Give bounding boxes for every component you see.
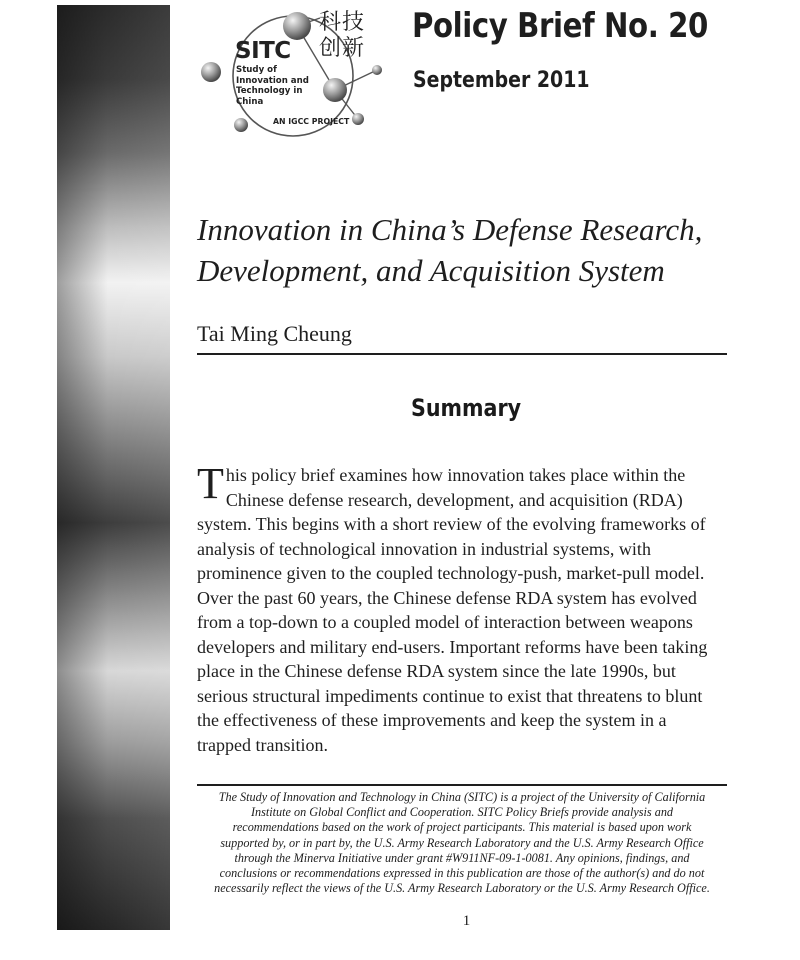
logo-project-label: AN IGCC PROJECT bbox=[273, 117, 350, 126]
page-number: 1 bbox=[462, 913, 471, 929]
document-title: Innovation in China’s Defense Research, Development, and Acquisition System bbox=[197, 212, 703, 288]
summary-heading bbox=[0, 394, 800, 422]
author-divider bbox=[197, 353, 727, 355]
decorative-side-bar bbox=[57, 5, 170, 930]
drop-cap: T bbox=[197, 459, 224, 508]
summary-paragraph bbox=[197, 459, 717, 757]
footer-disclaimer: The Study of Innovation and Technology in China (SITC) is a project of the University of California Institute on Global Conflict and Cooperation. SITC Policy Briefs provide analysis and recommendations based on the work of project participants. This material is based upon work supported by, or in part by, the U.S. Army Research Laboratory and the U.S. Army Research Office through the Minerva Initiative under grant #W911NF-09-1-0081. Any opinions, findings, and conclusions or recommendations expressed in this publication are those of the author(s) and do not necessarily reflect the views of the U.S. Army Research Laboratory or the U.S. Army Research Office. bbox=[214, 790, 710, 896]
sitc-logo bbox=[195, 8, 395, 138]
policy-brief-date: September 2011 bbox=[413, 68, 590, 93]
policy-brief-title: Policy Brief No. 20 bbox=[412, 6, 708, 46]
logo-chinese-text: 科技创新 bbox=[319, 10, 366, 61]
logo-acronym: SITC bbox=[235, 38, 291, 64]
summary-text: his policy brief examines how innovation takes place within the Chinese defense research, development, and acquisition (RDA) system. This begins with a short review of the evolving frameworks of analysis of technological innovation in industrial systems, with prominence given to the coupled technology-push, market-pull model. Over the past 60 years, the Chinese defense RDA system has evolved from a top-down to a coupled model of interaction between weapons developers and military end-users. Important reforms have been taking place in the Chinese defense RDA system since the late 1990s, but serious structural impediments continue to exist that threatens to blunt the effectiveness of these improvements and keep the system in a trapped transition. bbox=[197, 465, 708, 755]
summary-heading-text: Summary bbox=[411, 394, 522, 422]
author-name: Tai Ming Cheung bbox=[197, 321, 352, 346]
footer-divider bbox=[197, 784, 727, 786]
logo-subtitle: Study of Innovation and Technology in China bbox=[236, 65, 309, 107]
